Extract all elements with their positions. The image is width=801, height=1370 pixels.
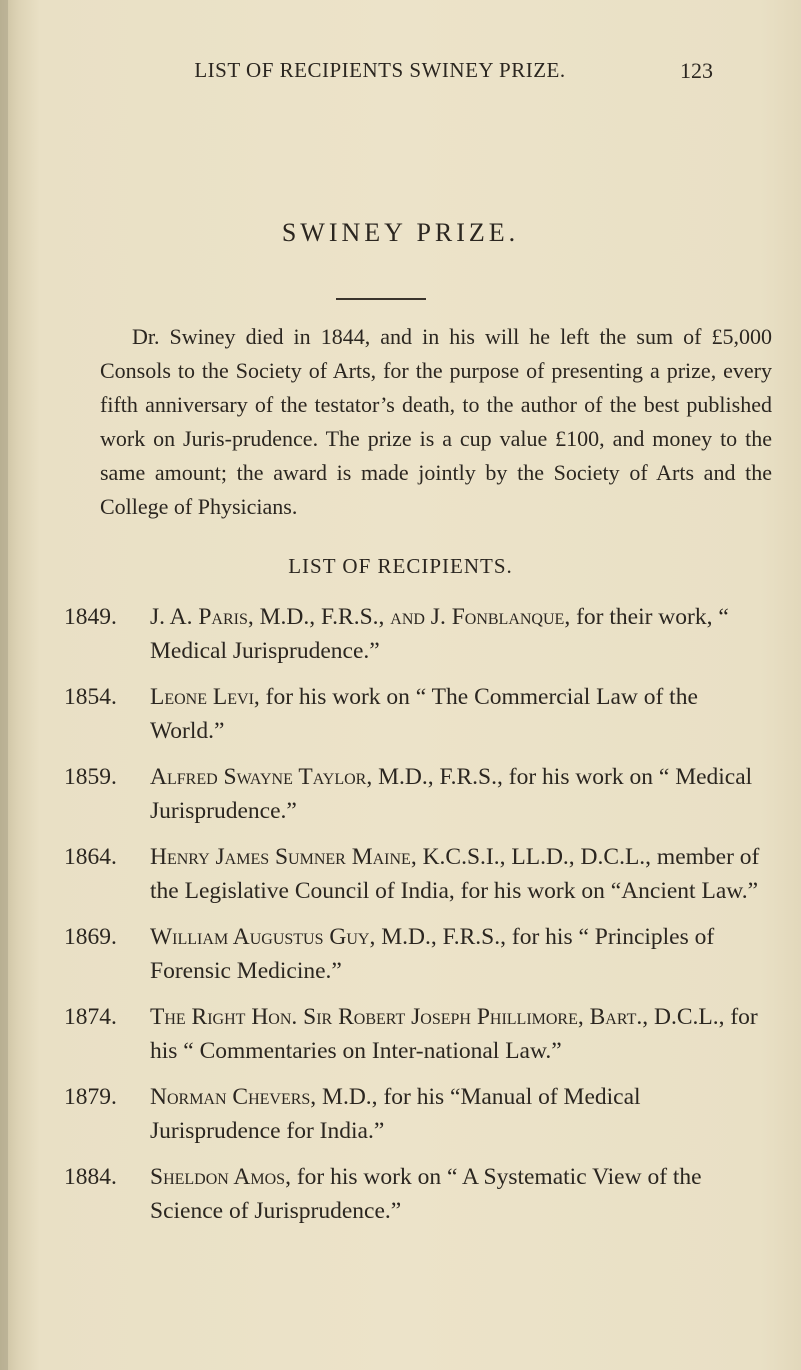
- recipient-work: for his “ Commentaries on Inter-national Law.”: [150, 1004, 758, 1064]
- recipient-name: Leone Levi,: [150, 684, 260, 710]
- recipient-entry-1879: [64, 1080, 776, 1148]
- recipient-work: for their work, “ Medical Jurisprudence.”: [150, 604, 729, 664]
- list-heading: LIST OF RECIPIENTS.: [288, 554, 513, 578]
- recipient-work: for his “ Principles of Forensic Medicine.”: [150, 924, 715, 984]
- recipient-name: The Right Hon. Sir Robert Joseph Phillimore, Bart., D.C.L.,: [150, 1004, 725, 1030]
- running-title: LIST OF RECIPIENTS SWINEY PRIZE.: [194, 58, 566, 82]
- recipient-entry-1869: [64, 920, 776, 988]
- recipient-year: 1874.: [64, 1004, 117, 1030]
- intro-paragraph: Dr. Swiney died in 1844, and in his will he left the sum of £5,000 Consols to the Society of Arts, for the purpose of presenting a prize, every fifth anniversary of the testator’s death, to the author of the best published work on Juris-prudence. The prize is a cup value £100, and money to the same amount; the award is made jointly by the Society of Arts and the College of Physicians.: [100, 324, 772, 519]
- recipient-year: 1854.: [64, 684, 117, 710]
- recipient-name: Alfred Swayne Taylor, M.D., F.R.S.,: [150, 764, 503, 790]
- page-binding-shadow: [0, 0, 8, 1370]
- recipient-year: 1849.: [64, 604, 117, 630]
- recipient-name: J. A. Paris, M.D., F.R.S., and J. Fonblanque,: [150, 604, 571, 630]
- recipient-entry-1849: [64, 600, 776, 668]
- recipient-work: member of the Legislative Council of India, for his work on “Ancient Law.”: [150, 844, 760, 904]
- recipient-entry-1854: [64, 680, 776, 748]
- page-number: 123: [680, 58, 713, 83]
- recipient-name: William Augustus Guy, M.D., F.R.S.,: [150, 924, 507, 950]
- running-head: [0, 58, 801, 88]
- recipients-list: [64, 600, 776, 1228]
- recipient-name: Henry James Sumner Maine, K.C.S.I., LL.D., D.C.L.,: [150, 844, 652, 870]
- recipient-work: for his “Manual of Medical Jurisprudence for India.”: [150, 1084, 641, 1144]
- recipient-year: 1869.: [64, 924, 117, 950]
- recipient-entry-1874: [64, 1000, 776, 1068]
- recipient-entry-1859: [64, 760, 776, 828]
- recipient-work: for his work on “ Medical Jurisprudence.”: [150, 764, 753, 824]
- recipient-work: for his work on “ A Systematic View of the Science of Jurisprudence.”: [150, 1164, 702, 1224]
- recipient-entry-1864: [64, 840, 776, 908]
- recipient-year: 1859.: [64, 764, 117, 790]
- recipient-entry-1884: [64, 1160, 776, 1228]
- recipient-year: 1864.: [64, 844, 117, 870]
- section-heading: SWINEY PRIZE.: [281, 218, 520, 247]
- recipient-name: Norman Chevers, M.D.,: [150, 1084, 378, 1110]
- recipient-year: 1884.: [64, 1164, 117, 1190]
- recipient-year: 1879.: [64, 1084, 117, 1110]
- recipient-name: Sheldon Amos,: [150, 1164, 291, 1190]
- heading-rule: [336, 298, 426, 300]
- recipient-work: for his work on “ The Commercial Law of the World.”: [150, 684, 698, 744]
